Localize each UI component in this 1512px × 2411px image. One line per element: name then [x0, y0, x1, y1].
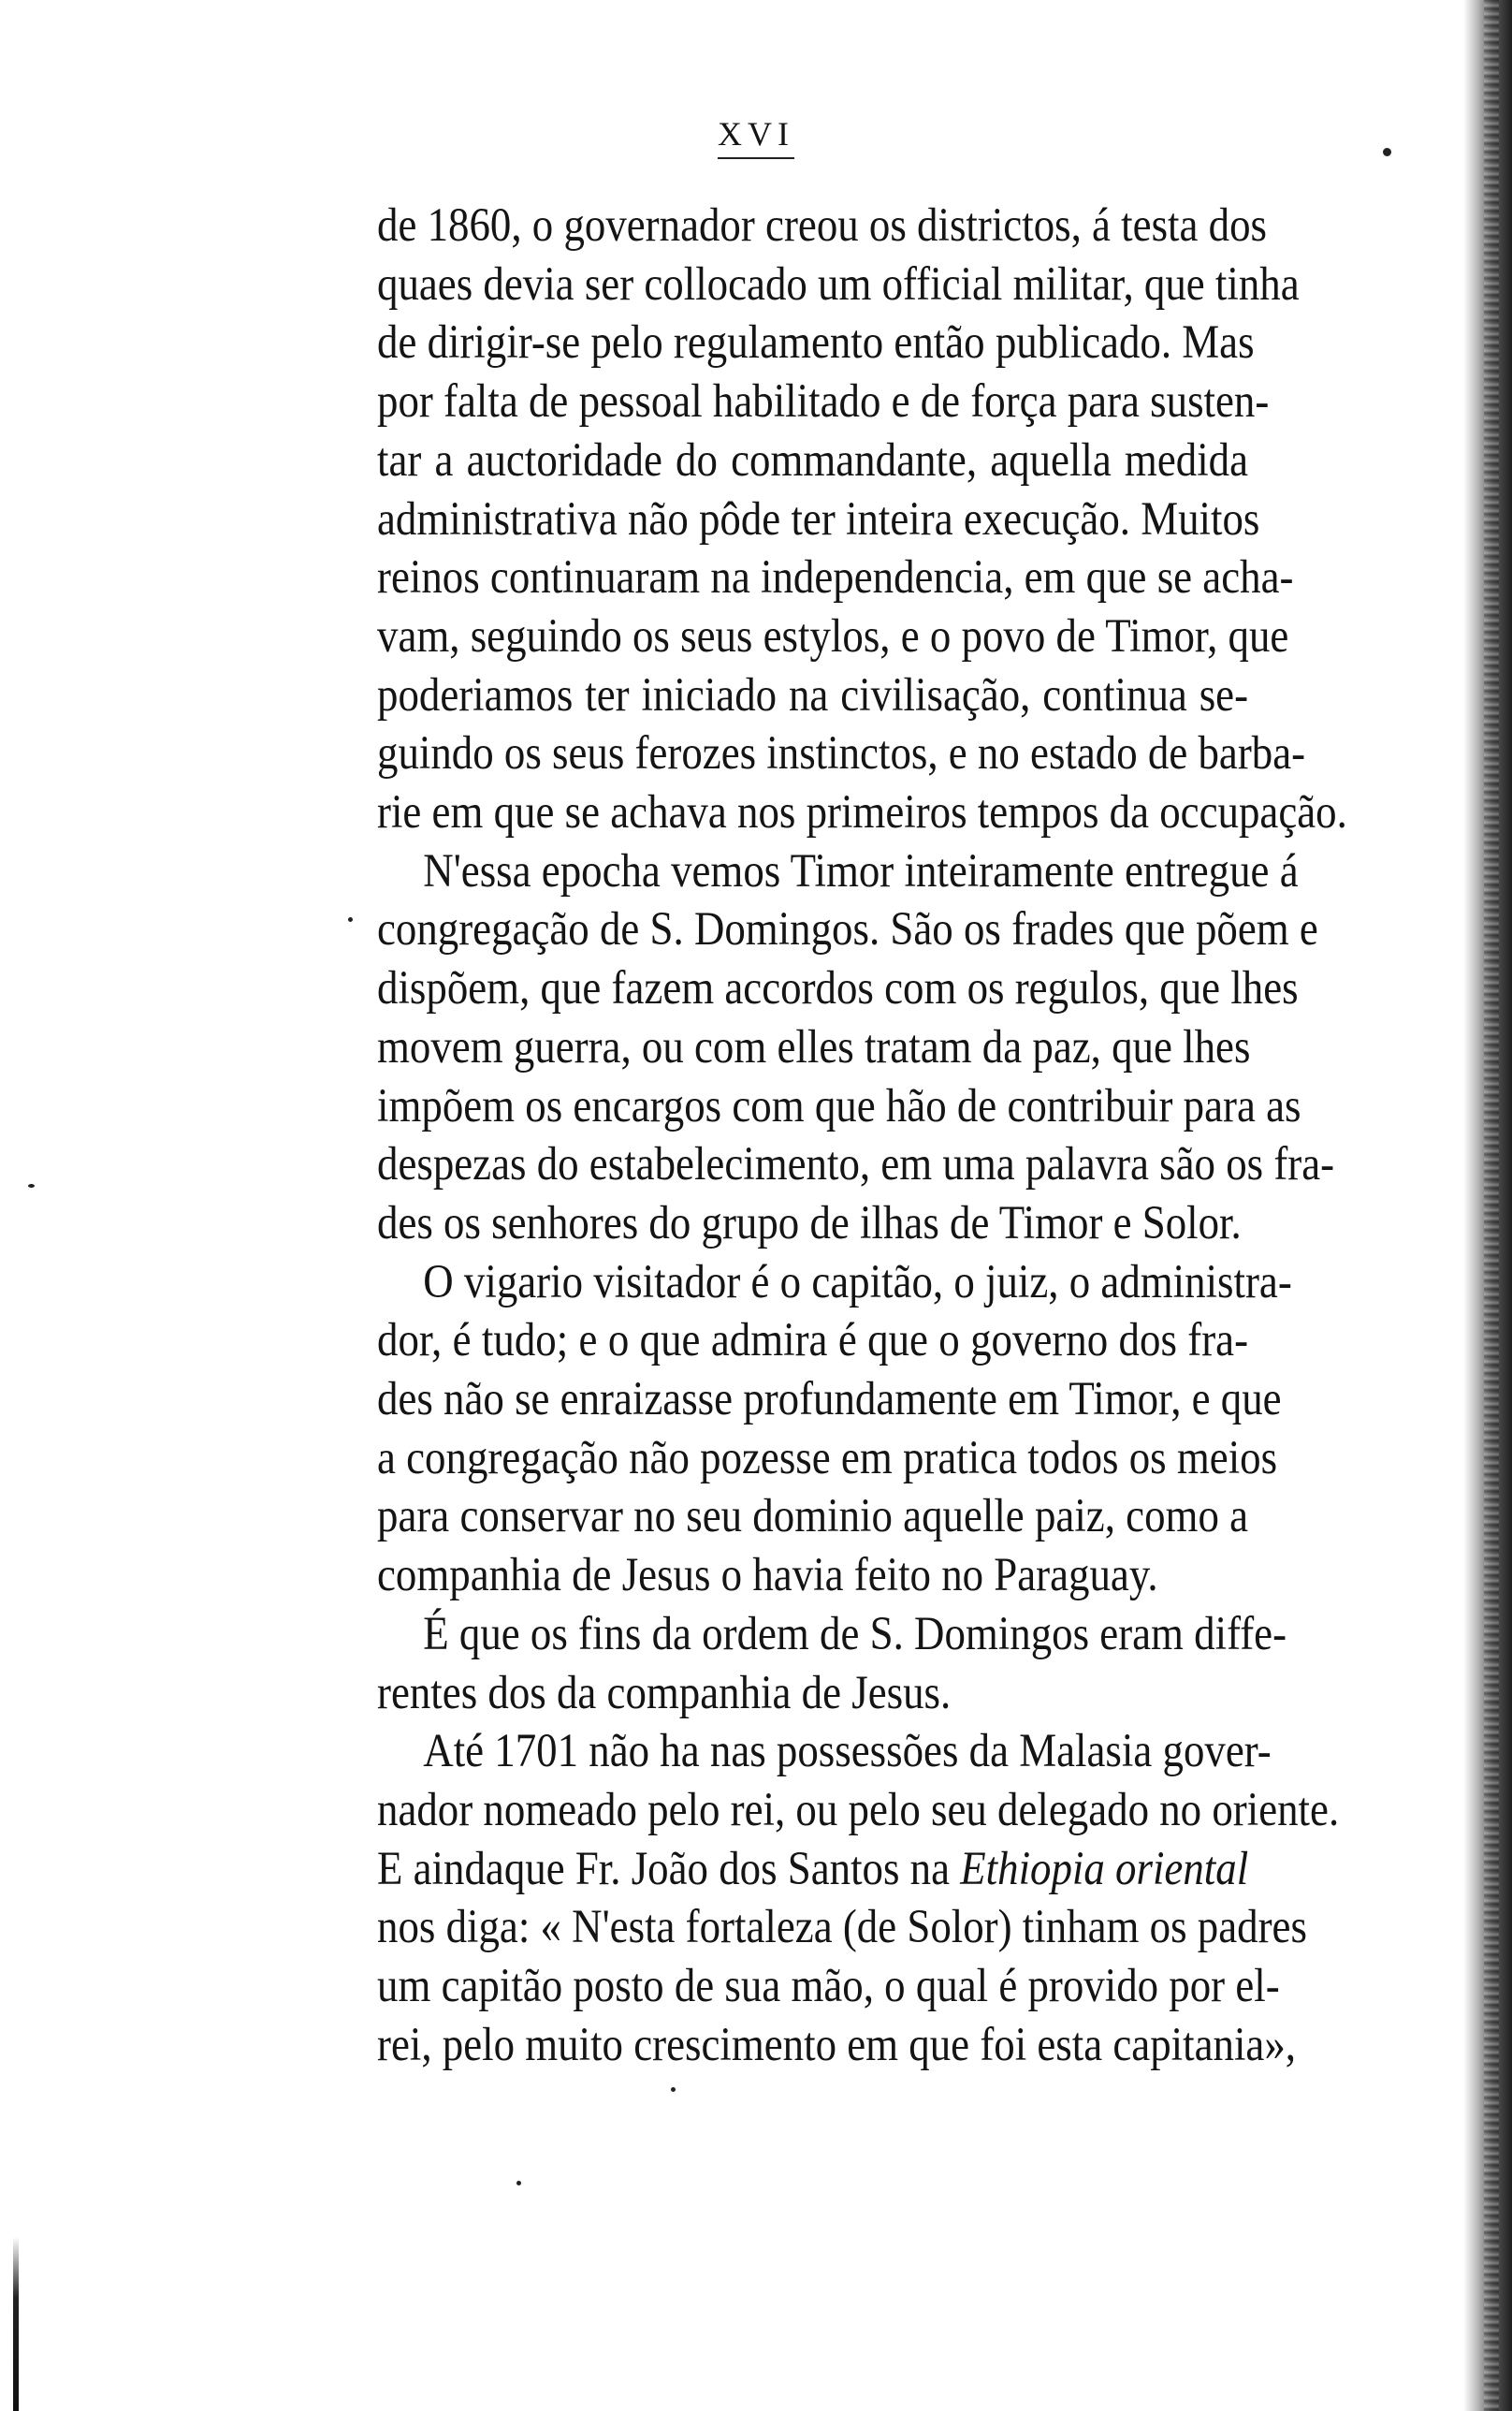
ink-speck — [516, 2181, 521, 2185]
text-line: administrativa não pôde ter inteira execução. Muitos — [377, 492, 1260, 546]
text-line: quaes devia ser collocado um official militar, que tinha — [377, 257, 1300, 311]
book-title: Ethiopia oriental — [960, 1842, 1249, 1895]
paragraph-2 — [377, 842, 1335, 1253]
text-line: rentes dos da companhia de Jesus. — [377, 1666, 952, 1719]
ink-speck — [348, 917, 353, 922]
text-line: poderiamos ter iniciado na civilisação, continua se- — [377, 668, 1249, 722]
page-header — [0, 114, 1512, 159]
text-line: nos diga: « N'esta fortaleza (de Solor) tinham os padres — [377, 1901, 1307, 1954]
text-line: dor, é tudo; e o que admira é que o governo dos fra- — [377, 1314, 1249, 1367]
paragraph-3 — [377, 1253, 1292, 1605]
paragraph-5 — [377, 1722, 1340, 2074]
text-line: reinos continuaram na independencia, em que se acha- — [377, 551, 1294, 605]
text-line: movem guerra, ou com elles tratam da paz, que lhes — [377, 1020, 1251, 1074]
text-line: dispõem, que fazem accordos com os regulos, que lhes — [377, 962, 1299, 1016]
text-line: de dirigir-se pelo regulamento então publicado. Mas — [377, 316, 1255, 370]
text-line: nador nomeado pelo rei, ou pelo seu delegado no oriente. — [377, 1783, 1340, 1836]
text-line: tar a auctoridade do commandante, aquella medida — [377, 433, 1249, 487]
text-line: companhia de Jesus o havia feito no Paraguay. — [377, 1549, 1158, 1602]
text-line — [377, 1840, 1248, 1899]
text-line: É que os fins da ordem de S. Domingos eram diffe- — [423, 1607, 1287, 1660]
text-line: Até 1701 não ha nas possessões da Malasia gover- — [423, 1725, 1272, 1778]
text-line: congregação de S. Domingos. São os frades que põem e — [377, 903, 1318, 957]
text-line: a congregação não pozesse em pratica todos os meios — [377, 1431, 1278, 1484]
text-line: um capitão posto de sua mão, o qual é provido por el- — [377, 1960, 1280, 2013]
text-line: para conservar no seu dominio aquelle paiz, como a — [377, 1490, 1249, 1543]
text-fragment: E aindaque Fr. João dos Santos na — [377, 1842, 951, 1895]
text-line: despezas do estabelecimento, em uma palavra são os fra- — [377, 1138, 1335, 1191]
text-line: por falta de pessoal habilitado e de força para susten- — [377, 375, 1270, 429]
paragraph-1 — [377, 197, 1347, 842]
ink-speck — [1383, 148, 1391, 156]
text-line: impõem os encargos com que hão de contribuir para as — [377, 1079, 1301, 1132]
ink-speck — [671, 2087, 676, 2092]
text-line: rei, pelo muito crescimento em que foi esta capitania», — [377, 2018, 1297, 2071]
paragraph-4 — [377, 1605, 1287, 1722]
page-edge-texture — [1484, 0, 1499, 2411]
page-number: XVI — [718, 114, 794, 159]
text-line: de 1860, o governador creou os districtos, á testa dos — [377, 199, 1267, 252]
text-line: rie em que se achava nos primeiros tempos da occupação. — [377, 786, 1347, 840]
text-line: guindo os seus ferozes instinctos, e no estado de barba- — [377, 727, 1306, 781]
text-line: des não se enraizasse profundamente em Timor, e que — [377, 1373, 1282, 1426]
scan-edge-mark — [13, 2237, 19, 2411]
ink-speck — [28, 1184, 35, 1188]
body-text — [377, 197, 1347, 2075]
text-line: des os senhores do grupo de ilhas de Timor e Solor. — [377, 1196, 1242, 1249]
text-line: vam, seguindo os seus estylos, e o povo de Timor, que — [377, 609, 1289, 663]
text-line: O vigario visitador é o capitão, o juiz, o administra- — [423, 1255, 1292, 1308]
text-line: N'essa epocha vemos Timor inteiramente entregue á — [423, 844, 1299, 898]
